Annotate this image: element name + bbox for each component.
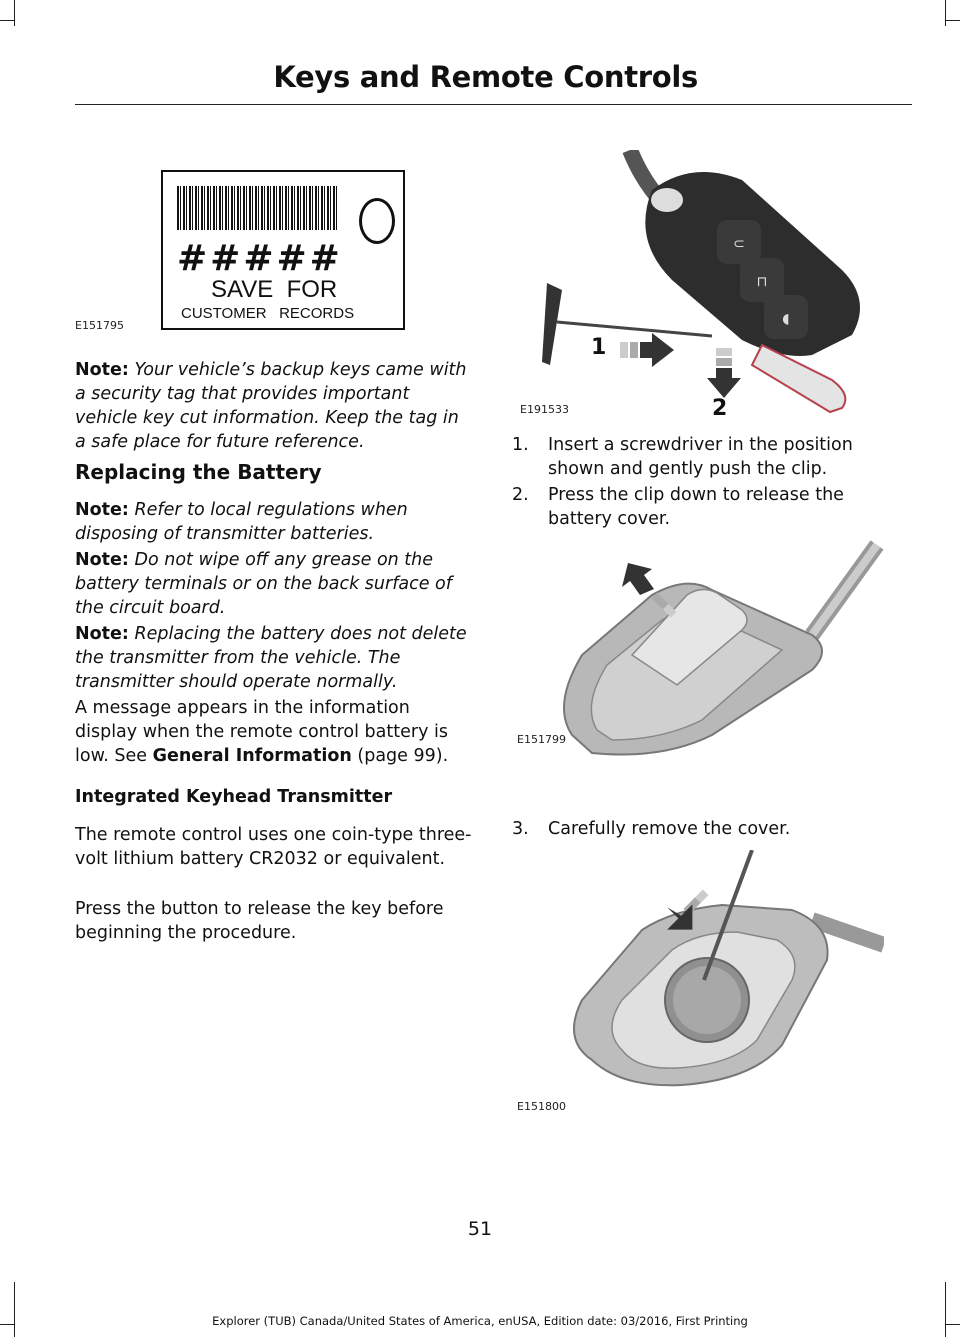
security-tag-figure: [161, 170, 405, 330]
svg-text:⊓: ⊓: [756, 274, 768, 290]
step-text: Press the clip down to release the battery cover.: [548, 485, 844, 529]
step-number: 2.: [512, 485, 529, 505]
battery-low-message: A message appears in the information display when the remote control battery is low. See General Information (page 99).: [75, 698, 449, 766]
step-number: 1.: [512, 435, 529, 455]
header-divider: [75, 104, 912, 105]
note-backup-keys: [75, 358, 475, 454]
crop-mark: [14, 1282, 15, 1337]
crop-mark: [946, 20, 960, 21]
page-number: 51: [467, 1218, 493, 1240]
crop-mark: [0, 20, 14, 21]
note-text: Replacing the battery does not delete the transmitter from the vehicle. The transmitter should operate normally.: [75, 624, 467, 692]
section-title: Replacing the Battery: [75, 460, 322, 484]
step-1: [512, 433, 882, 481]
note-text: Refer to local regulations when disposing of transmitter batteries.: [75, 500, 408, 544]
figure-id: E151795: [75, 319, 124, 332]
battery-type-text: The remote control uses one coin-type three-volt lithium battery CR2032 or equivalent.: [75, 825, 472, 869]
footer-text: Explorer (TUB) Canada/United States of America, enUSA, Edition date: 03/2016, First Printing: [212, 1314, 748, 1328]
press-button-text: Press the button to release the key before beginning the procedure.: [75, 899, 444, 943]
crop-mark: [945, 1282, 946, 1337]
note-label: Note:: [75, 360, 129, 380]
tag-save-text: SAVE FOR: [211, 276, 338, 303]
battery-cover-figure: [512, 535, 884, 760]
note-label: Note:: [75, 550, 129, 570]
note-text: Do not wipe off any grease on the battery terminals or on the back surface of the circuit board.: [75, 550, 452, 618]
callout-2: 2: [712, 396, 728, 421]
figure-id: E151800: [517, 1100, 566, 1113]
note-label: Note:: [75, 624, 129, 644]
battery-figure: [512, 850, 884, 1100]
figure-id: E151799: [517, 733, 566, 746]
step-number: 3.: [512, 819, 529, 839]
step-text: Carefully remove the cover.: [548, 819, 791, 839]
note-label: Note:: [75, 500, 129, 520]
svg-text:⊂: ⊂: [733, 236, 745, 252]
tag-records-text: CUSTOMER RECORDS: [181, 305, 355, 322]
callout-1: 1: [591, 335, 607, 360]
crop-mark: [14, 0, 15, 26]
crop-mark: [945, 0, 946, 26]
key-ring-hole: [359, 198, 395, 244]
step-text: Insert a screwdriver in the position shown and gently push the clip.: [548, 435, 853, 479]
note-grease: [75, 548, 475, 620]
note-regulations: [75, 498, 475, 546]
tag-hash: #####: [177, 238, 343, 279]
step-2: [512, 483, 882, 531]
page-title: Keys and Remote Controls: [273, 60, 698, 94]
subsection-title: Integrated Keyhead Transmitter: [75, 787, 393, 807]
barcode-graphic: [177, 186, 337, 230]
note-transmitter: [75, 622, 477, 694]
key-fob-figure: [512, 150, 884, 420]
step-3: [512, 817, 882, 841]
note-text: Your vehicle’s backup keys came with a security tag that provides important vehicle key cut information. Keep the tag in a safe place for future reference.: [75, 360, 467, 452]
svg-text:◖: ◖: [782, 311, 790, 327]
figure-id: E191533: [520, 403, 569, 416]
general-information-link[interactable]: General Information: [152, 746, 352, 766]
